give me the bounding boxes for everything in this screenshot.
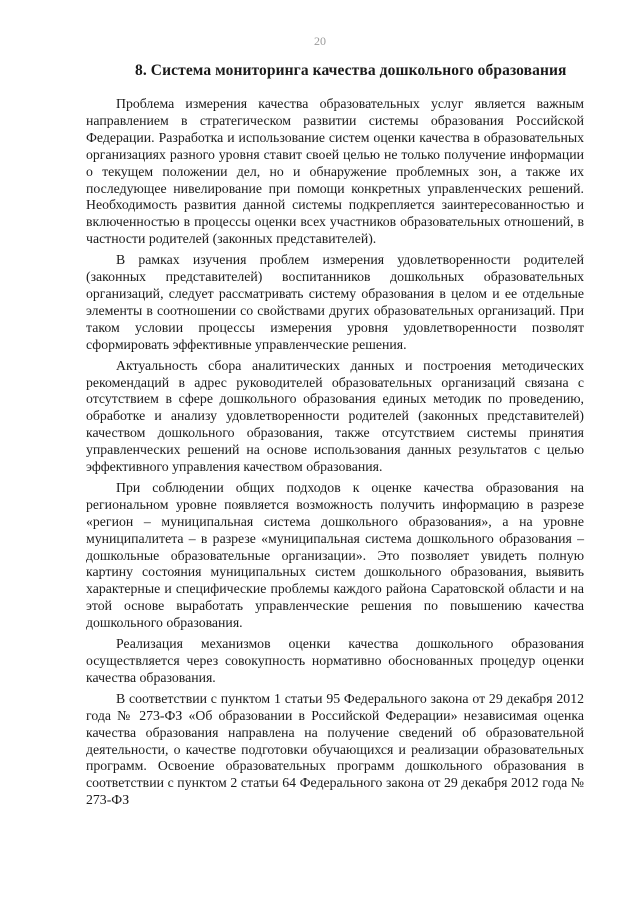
paragraph: Актуальность сбора аналитических данных и построения методических рекомендаций в адрес руководителей образовательных организаций связана с отсутствием в сфере дошкольного образования единых методик по проведению, обработке и анализу удовлетворенности родителей (законных представителей) качеством дошкольного образования, также отсутствием системы принятия управленческих решений на основе использования данных результатов с целью эффективного управления качеством образования. [86, 357, 584, 475]
page-number: 20 [314, 34, 326, 48]
paragraph: В соответствии с пунктом 1 статьи 95 Федерального закона от 29 декабря 2012 года № 273-ФЗ «Об образовании в Российской Федерации» независимая оценка качества образования направлена на получение сведений об образовательной деятельности, о качестве подготовки обучающихся и реализации образовательных программ. Освоение образовательных программ дошкольного образования в соответствии с пунктом 2 статьи 64 Федерального закона от 29 декабря 2012 года № 273-ФЗ [86, 690, 584, 808]
section-heading: 8. Система мониторинга качества дошкольного образования [135, 62, 567, 79]
paragraph: Проблема измерения качества образовательных услуг является важным направлением в стратегическом развитии системы образования Российской Федерации. Разработка и использование систем оценки качества в образовательных организациях разного уровня ставит своей целью не только получение информации о текущем положении дел, но и обнаружение проблемных зон, а также их последующее нивелирование при помощи конкретных управленческих решений. Необходимость развития данной системы подкрепляется заинтересованностью и включенностью в процессы оценки всех участников образовательных отношений, в частности родителей (законных представителей). [86, 96, 584, 247]
paragraph: В рамках изучения проблем измерения удовлетворенности родителей (законных представителей) воспитанников дошкольных образовательных организаций, следует рассматривать систему образования в целом и ее отдельные элементы в соотношении со свойствами других образовательных организаций. При таком условии процессы измерения уровня удовлетворенности позволят сформировать эффективные управленческие решения. [86, 252, 584, 352]
paragraph: При соблюдении общих подходов к оценке качества образования на региональном уровне появляется возможность получить информацию в разрезе «регион – муниципальная система дошкольного образования», а на уровне муниципалитета – в разрезе «муниципальная система дошкольного образования – дошкольные образовательные организации». Это позволяет увидеть полную картину состояния муниципальных систем дошкольного образования, выявить характерные и специфические проблемы каждого района Саратовской области и на этой основе выработать управленческие решения по повышению качества дошкольного образования. [86, 479, 584, 631]
paragraph: Реализация механизмов оценки качества дошкольного образования осуществляется через совокупность нормативно обоснованных процедур оценки качества образования. [86, 636, 584, 685]
document-body [86, 96, 584, 813]
